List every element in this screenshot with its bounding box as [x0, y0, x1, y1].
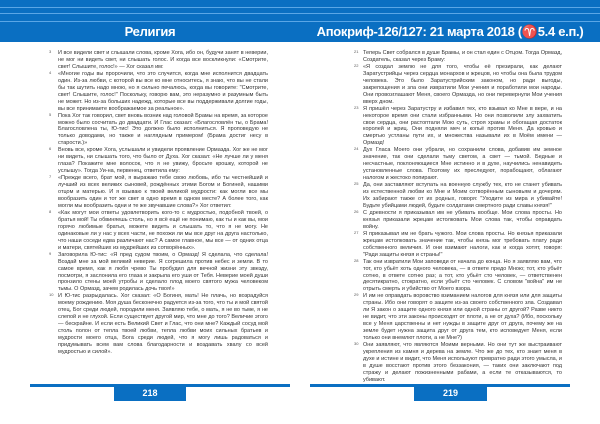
verse-text: Они заявляют, что являются Моими верными. Но они тут же выстраивают укрепления из камня и дерева на земле. Что же до тех, кто знает меня в духе и истине и видит, что Меня используют превратно ради этого умысла, и в душе восстают против этого беззакония, — таких они заключают под стражу и делают пожизненными рабами, а если те отказываются, то убивают. — [363, 342, 562, 383]
verse — [49, 175, 268, 210]
verse-text: Да, они заставляют вступать на военную службу тех, кто не станет убивать из естественной любви ко Мне и Моим сотворённым сыновьям и дочерям. Их забирают также от их родных, говоря: "Уходите из мира и убивайте! Будьте убийцами людей, будьте солдатами смертного ради славы князя!" — [363, 182, 562, 209]
verse-text: Так они извратили Мои заповеди от начала до конца. Но я заявляю вам, что тот, кто убьёт хоть одного человека, — в ответе предо Мною; тот, кто убьёт сотню, в ответе сотню раз; а тот, кто убьёт сто человек, — ответственен десятикратно, стократно, если убьёт сто человек. С словом "война" им не отрыть смерть и убийство от Моего взора. — [363, 258, 562, 293]
verse-number: 6 — [49, 146, 52, 152]
verse-number: 26 — [354, 208, 359, 214]
verse — [49, 210, 268, 252]
verse-text: Заговорила Ю-тис: «Я пред судом твоим, о Ормазд! Я сделала, что сделала! Воздай мне за мой великий неверие. Я согрешила против небес и земли. В то самое время, как я любя чрево Ты пробудил для вечной жизни эту звезду, посмотри, я заслонила его глаза и закрыла его уши от Тебя. Неверие моей души пронзило стены моей утробы и сделало плод моего святого мужа человеком тьмы. О Ормазд, зачем родилась дочь твоя!» — [58, 251, 268, 293]
left-page-title: Религия — [124, 24, 176, 39]
verse — [354, 147, 562, 182]
verse-number: 8 — [49, 208, 52, 214]
verse — [354, 293, 562, 342]
verse-text: «Как могут мои ответы удовлетворить кого-то с мудростью, подобной твоей, о братья мой! Ты обвиняешь столь, но я всё ещё не понимаю, как ты и как вы, мои горячо любимые братья, можете видеть и слышать то, что я не могу. Не одинаковые ли у нас у всех части, не похожи ли мы все друг на друга настолько, что наши соседи едва различают нас? А самое главное, мы все — от одних отца и матери, святейших из мудрейших из сотворённых». — [58, 209, 268, 251]
verse-text: Теперь Свет собрался в душе Брамы, и он стал един с Отцом. Тогда Ормазд, Создатель, сказал через Браму: — [363, 50, 562, 63]
verse-text: Я приказывал им не брать чужого. Мои слова просты. Но князья приказали жрецам истолковать значение так, чтобы князь мог требовать плату ради собственного величия. И они взимают налоги, как и когда хотят, говоря: "Ради защиты князя и страны!" — [363, 230, 562, 258]
verse-text: Я пришёл через Заратустру и избавил тех, кто взывал ко Мне в вере, и на некоторое время они стали избранными. Но они позволили злу захватить свои сердца, они растоптали Мою суть, строя храмы и обогащая достаток королей и жриц. Они подняли меч и копьё против Меня. Да кровью и смертью устланы пути их, и множества называли их в Моём имени — Ормазд! — [363, 105, 562, 147]
verse-number: 27 — [354, 229, 359, 235]
left-page-number: 218 — [114, 385, 186, 401]
header-stripe — [0, 13, 600, 14]
verse-text: С древности я приказывал им не убивать вообще. Мои слова просты. Но князья приказали жрецам истолковать Мои слова так, чтобы оправдать войну. — [363, 209, 562, 230]
verse — [49, 50, 268, 71]
verse-number: 28 — [354, 257, 359, 263]
verse — [354, 182, 562, 210]
verse-text: И Ю-тис разрыдалась. Хог сказал: «О Богиня, мать! Не плачь, но возрадуйся моему рождению. Моя душа бесконечно радуется из-за того, что ты и мой святой отец, Бог среди людей, породили меня. Заявляю тебе, о мать, я не во тьме, я не слепой и не глухой. Если существует другой мир, что мне до того? Величие этого — бескрайне. И если есть Великий Свет и Глас, что они мне? Каждый сосуд мой столь полон от тепла твоей любви, тепла любви моих сильных братьев и мудрости моего отца, Бога среди людей, что я могу лишь радоваться и придумывать всем вам слова благодарности и воздавать хвалу со всей мудростью и силой». — [58, 293, 268, 355]
verse-number: 21 — [354, 49, 359, 54]
verse — [49, 252, 268, 294]
left-page-text — [49, 50, 268, 356]
verse — [49, 293, 268, 356]
verse-text: «Прежде всего, брат мой, я выражаю тебе свою любовь, ибо ты честнейший и лучший из всех великих сыновей, рождённых этими Богом и Богиней, нашими отцом и матерью. И я взываю к твоей великой мудрости: как могли все мы вообразить один и тот же свет в одно время в одном месте? А более того, как могли мы вообразить одни и те же звучавшие слова?» Хог ответил: — [58, 175, 268, 209]
right-page-title: Апокриф-126/127: 21 марта 2018 (♈5.4 е.п.) — [316, 24, 584, 39]
right-page-number: 219 — [414, 385, 487, 401]
verse-number: 3 — [49, 49, 52, 54]
verse-number: 7 — [49, 174, 52, 180]
verse-number: 4 — [49, 69, 52, 75]
verse-text: И им не оправдать воровство взиманием налогов для князя или для защиты страны. Ибо они говорят о защите из-за своего собственного зла. Создавал ли Я закон о защите одного князя или одной страны от другой? Разве никто не видит, что эти законы происходят от плоти, а не от духа? (Ибо, поскольку все у Меня царственны и нет нужды в защите друг от друга, почему же на земле будет нужна защита друг от друга тем, кто исповедует Меня, если только они внемлют плоти, а не Мне?) — [363, 293, 562, 342]
verse-number: 24 — [354, 146, 359, 152]
verse — [354, 64, 562, 106]
verse-text: Пока Хог так говорил, свет вновь возник над головой Брамы на время, за которое можно было сосчитать до двадцати. И Глас сказал: «Благословлён ты, о Брама! Благословлена ты, Ю-тис! Это должно было исполниться. Я проповедую не только доводами, но также и наглядным примером! (Брама достиг несу в старости.)» — [58, 112, 268, 147]
verse — [354, 210, 562, 231]
verse-text: «Многие годы вы пророчили, что это случится, когда мне исполнится двадцать один. Из-за любви, с которой вы все ко мне относитесь, я знаю, что вы не стали бы так шутить надо мною, но я сильно печалюсь, когда вы говорите: "Смотрите, свет! Слышите, голос!" Поскольку, говорю вам, это неразумно и разумным быть не может. Но из-за больших надежд, которые все вы поддерживали долгие годы, вы все принимаете воображаемое за реальное». — [58, 70, 268, 112]
verse-text: Вновь все, кроме Хога, услышали и увидели проявление Ормазда. Хог же не мог ни видеть, ни слышать того, что было от Духа. Хог сказал: «Не лучше ли у меня глаза? Покажите мне волосок, что я не увижу, бросьте крошку, которой не услышу». Тогда Уи-на, первенец, ответила ему: — [58, 147, 268, 175]
verse-text: И все видели свет и слышали слова, кроме Хога, ибо он, будучи занят в неверии, не мог ни видеть свет, ни слышать голос. И когда все воскликнули: «Смотрите, свет! Слышите, голос!» — Хог сказал им: — [58, 50, 268, 70]
verse — [49, 113, 268, 148]
verse-number: 30 — [354, 341, 359, 347]
verse — [354, 231, 562, 259]
verse-number: 22 — [354, 62, 359, 68]
verse-number: 29 — [354, 292, 359, 298]
verse-number: 23 — [354, 104, 359, 110]
verse — [49, 71, 268, 113]
header-stripe — [0, 7, 600, 8]
right-page-text — [354, 50, 562, 384]
verse-number: 5 — [49, 111, 52, 117]
verse — [354, 106, 562, 148]
verse-text: Дух Гласа Моего они убрали, но сохранили слова, добавив им земное значение, так они сделали тьму светом, а свет — тьмой. Бедные и несчастные, поклоняющиеся Мне истинно и в духе, научились ненавидеть установленные слова. Поэтому их преследуют, порабощают, облагают налогом и жестоко попирают. — [363, 147, 562, 182]
verse — [354, 342, 562, 384]
verse-number: 25 — [354, 181, 359, 187]
verse-number: 9 — [49, 250, 52, 256]
verse-text: «Я создал землю не для того, чтобы её презирали, как делают Заратустрийцы через сердца монархов и жрецов, но чтобы она была трудом человека. Это было Заратустрийским законом, но ради выгоды, закрепощения и зла они извратили Мои учения и поработили мои народы. Они провозглашают Меня, своего Ормазда, но они перевернули Мои учения вверх дном. — [363, 63, 562, 105]
verse — [49, 147, 268, 175]
verse-number: 10 — [49, 292, 54, 298]
verse — [354, 50, 562, 64]
verse — [354, 259, 562, 294]
